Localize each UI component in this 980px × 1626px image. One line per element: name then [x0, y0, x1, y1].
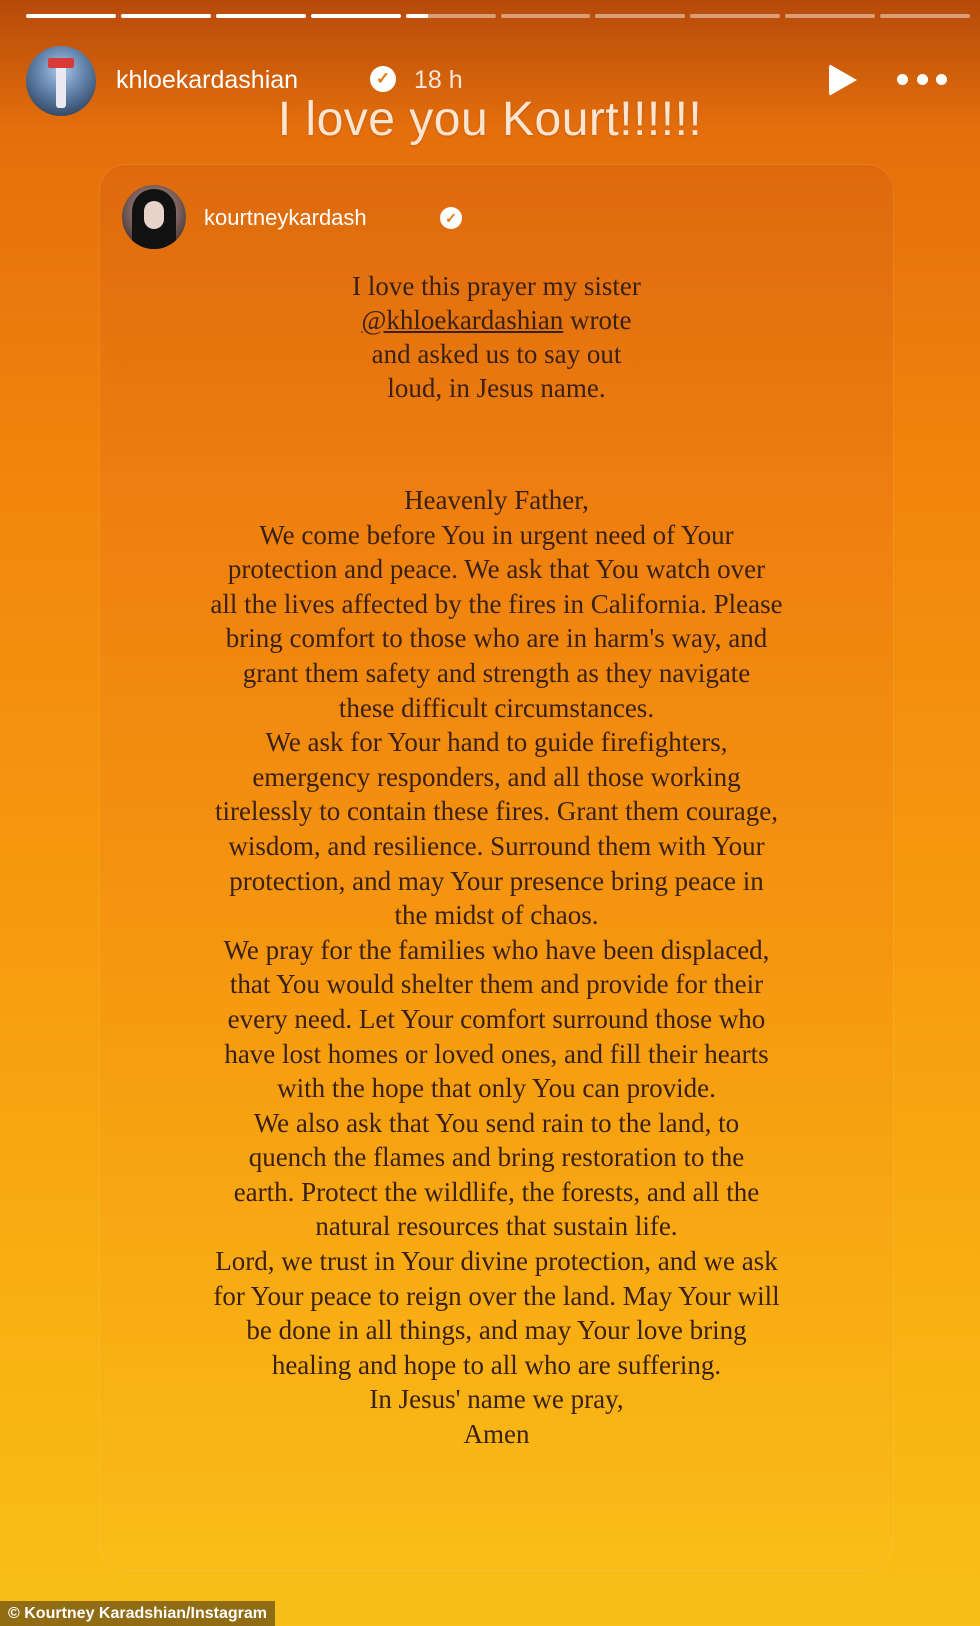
prayer-line: grant them safety and strength as they navigate: [242, 657, 751, 688]
intro-line: I love this prayer my sister: [352, 271, 641, 301]
prayer-line: be done in all things, and may Your love bring: [246, 1315, 747, 1346]
prayer-line: We come before You in urgent need of Your: [259, 519, 734, 550]
prayer-line: Lord, we trust in Your divine protection, and we ask: [215, 1246, 778, 1277]
verified-badge-icon: ✓: [370, 66, 396, 92]
progress-segment: [501, 14, 591, 18]
shared-post-card[interactable]: [100, 165, 893, 1570]
prayer-line: protection and peace. We ask that You watch over: [227, 554, 766, 585]
intro-line: and asked us to say out: [371, 339, 622, 369]
progress-segment: [595, 14, 685, 18]
shared-post-avatar[interactable]: [122, 185, 186, 249]
shared-post-header: [122, 185, 822, 249]
prayer-line: wisdom, and resilience. Surround them with Your: [228, 830, 765, 861]
prayer-line: natural resources that sustain life.: [315, 1211, 678, 1242]
prayer-line: We ask for Your hand to guide firefighters,: [265, 727, 728, 758]
story-username[interactable]: khloekardashian: [116, 66, 299, 94]
prayer-text: [100, 483, 893, 1452]
prayer-line: protection, and may Your presence bring peace in: [229, 865, 764, 896]
intro-line-text: wrote: [563, 305, 632, 335]
prayer-line: have lost homes or loved ones, and fill their hearts: [224, 1038, 769, 1069]
prayer-line: healing and hope to all who are suffering.: [271, 1349, 722, 1380]
prayer-line: for Your peace to reign over the land. May Your will: [213, 1280, 780, 1311]
prayer-line: emergency responders, and all those working: [252, 761, 741, 792]
progress-segment: [880, 14, 970, 18]
prayer-line: bring comfort to those who are in harm's way, and: [225, 623, 768, 654]
verified-badge-icon: ✓: [440, 207, 462, 229]
intro-line: loud, in Jesus name.: [387, 373, 606, 403]
prayer-line: the midst of chaos.: [394, 900, 599, 931]
post-intro-text: [100, 269, 893, 405]
progress-segment: [406, 14, 496, 18]
progress-segment: [26, 14, 116, 18]
story-timestamp: 18 h: [414, 66, 463, 94]
progress-segment: [216, 14, 306, 18]
prayer-line: that You would shelter them and provide for their: [229, 969, 764, 1000]
prayer-line: earth. Protect the wildlife, the forests, and all the: [233, 1176, 760, 1207]
prayer-line: Heavenly Father,: [404, 485, 589, 515]
more-options-icon[interactable]: [897, 72, 947, 86]
story-caption: I love you Kourt!!!!!!: [277, 93, 703, 146]
intro-line: [100, 303, 893, 337]
story-progress-bar: [26, 14, 970, 19]
prayer-line: tirelessly to contain these fires. Grant them courage,: [214, 796, 779, 827]
prayer-line: We also ask that You send rain to the land, to: [253, 1107, 740, 1138]
progress-segment: [785, 14, 875, 18]
progress-segment: [690, 14, 780, 18]
mention-link[interactable]: @khloekardashian: [361, 305, 564, 335]
shared-post-username[interactable]: kourtneykardash: [204, 205, 367, 230]
prayer-line: with the hope that only You can provide.: [277, 1073, 716, 1104]
photo-credit: © Kourtney Karadshian/Instagram: [0, 1601, 275, 1626]
progress-segment: [311, 14, 401, 18]
prayer-line: In Jesus' name we pray,: [369, 1384, 624, 1415]
prayer-line: all the lives affected by the fires in California. Please: [210, 588, 783, 619]
prayer-line: quench the flames and bring restoration to the: [248, 1142, 745, 1173]
prayer-line: these difficult circumstances.: [338, 692, 655, 723]
prayer-line: every need. Let Your comfort surround those who: [227, 1003, 766, 1034]
progress-segment: [121, 14, 211, 18]
prayer-line: We pray for the families who have been displaced,: [223, 934, 770, 965]
prayer-line: Amen: [463, 1419, 530, 1450]
